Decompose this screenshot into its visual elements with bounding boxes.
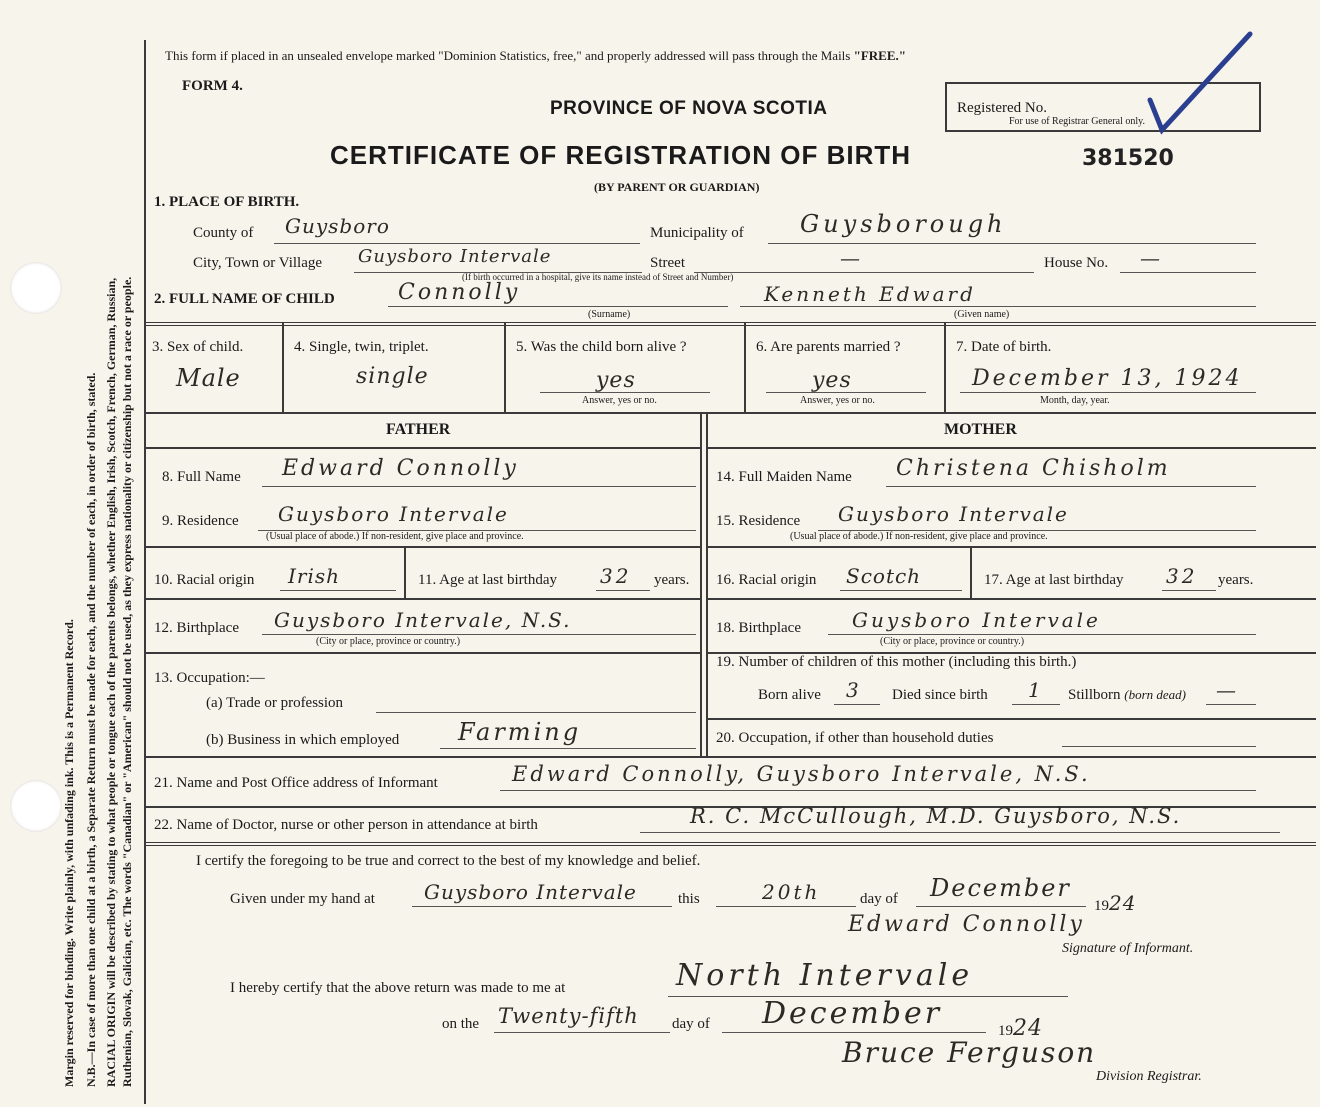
given-under-label: Given under my hand at xyxy=(230,891,375,907)
dob-underline xyxy=(960,392,1256,393)
given-day-of-label: day of xyxy=(860,891,898,907)
divider-after-dob xyxy=(144,412,1316,414)
divider-sex-single xyxy=(282,322,284,412)
divider-father-heading xyxy=(144,447,700,449)
check-mark-icon xyxy=(1140,30,1260,140)
child-name-label: 2. FULL NAME OF CHILD xyxy=(154,291,335,307)
child-given-note: (Given name) xyxy=(954,309,1010,320)
registrar-statement: I hereby certify that the above return was made to me at xyxy=(230,980,566,996)
registrar-day-underline xyxy=(494,1032,670,1033)
informant-value: Edward Connolly, Guysboro Intervale, N.S. xyxy=(512,762,1091,786)
father-racial-value: Irish xyxy=(288,564,341,588)
province-title: PROVINCE OF NOVA SCOTIA xyxy=(550,98,828,119)
divider-father-racial xyxy=(144,598,700,600)
certify-statement: I certify the foregoing to be true and correct to the best of my knowledge and belief. xyxy=(196,853,701,869)
alive-label: 5. Was the child born alive ? xyxy=(516,339,687,355)
certificate-subtitle: (BY PARENT OR GUARDIAN) xyxy=(594,180,760,194)
mother-children-label: 19. Number of children of this mother (including this birth.) xyxy=(716,654,1077,670)
divider-mother-heading xyxy=(708,447,1316,449)
father-racial-label: 10. Racial origin xyxy=(154,572,255,588)
given-year-suffix: 24 xyxy=(1109,891,1137,915)
divider-mother-racial xyxy=(708,598,1316,600)
divider-alive-married xyxy=(744,322,746,412)
child-given-name: Kenneth Edward xyxy=(764,282,976,306)
alive-note: Answer, yes or no. xyxy=(582,395,657,406)
stillborn-underline xyxy=(1206,704,1256,705)
father-trade-underline xyxy=(376,712,696,713)
father-name-value: Edward Connolly xyxy=(282,456,519,481)
mother-racial-value: Scotch xyxy=(846,564,922,588)
mother-age-label: 17. Age at last birthday xyxy=(984,572,1124,588)
house-number-value: — xyxy=(1140,246,1161,270)
father-name-underline xyxy=(262,486,696,487)
father-age-underline xyxy=(596,590,650,591)
father-trade-label: (a) Trade or profession xyxy=(206,695,344,711)
registrar-day-value: Twenty-fifth xyxy=(498,1004,639,1028)
registrar-year-suffix: 24 xyxy=(1013,1016,1043,1041)
divider-single-alive xyxy=(504,322,506,412)
father-racial-underline xyxy=(280,590,396,591)
informant-signature-label-text: Signature of Informant. xyxy=(1062,941,1194,956)
given-this-label: this xyxy=(678,891,700,907)
divider-mother-residence xyxy=(708,546,1316,548)
registrar-month-value: December xyxy=(762,996,943,1031)
given-month-underline xyxy=(916,906,1086,907)
father-name-label: 8. Full Name xyxy=(162,469,241,485)
mail-notice-text: This form if placed in an unsealed envelope marked "Dominion Statistics, free," and properly addressed will pass through the Mails xyxy=(165,48,851,63)
city-label: City, Town or Village xyxy=(193,255,323,271)
given-place-underline xyxy=(412,906,672,907)
father-residence-note: (Usual place of abode.) If non-resident, give place and province. xyxy=(266,531,524,542)
street-value: — xyxy=(840,246,861,270)
mother-residence-value: Guysboro Intervale xyxy=(838,502,1069,526)
single-label: 4. Single, twin, triplet. xyxy=(294,339,429,355)
mother-occupation-underline xyxy=(1062,746,1256,747)
stillborn-label xyxy=(1068,687,1186,704)
city-value: Guysboro Intervale xyxy=(358,246,552,267)
side-margin-notes xyxy=(0,0,140,1107)
given-year xyxy=(1094,891,1136,915)
registrar-place-value: North Intervale xyxy=(676,958,974,993)
registrar-signature-label-text: Division Registrar. xyxy=(1096,1069,1202,1084)
father-business-value: Farming xyxy=(458,718,582,746)
mother-heading: MOTHER xyxy=(944,421,1017,438)
county-value: Guysboro xyxy=(285,214,390,238)
divider-mother-racial-age xyxy=(970,546,972,598)
mother-residence-label: 15. Residence xyxy=(716,513,801,529)
child-given-underline xyxy=(740,306,1256,307)
mother-birthplace-value: Guysboro Intervale xyxy=(852,608,1101,632)
dob-label: 7. Date of birth. xyxy=(956,339,1052,355)
sex-label: 3. Sex of child. xyxy=(152,339,244,355)
father-age-unit: years. xyxy=(654,572,690,588)
child-surname: Connolly xyxy=(398,280,521,305)
father-residence-label: 9. Residence xyxy=(162,513,239,529)
county-underline xyxy=(274,243,640,244)
divider-father-racial-age xyxy=(404,546,406,598)
alive-underline xyxy=(540,392,710,393)
stillborn-note: (born dead) xyxy=(1124,687,1187,702)
mother-residence-note: (Usual place of abode.) If non-resident, give place and province. xyxy=(790,531,1048,542)
informant-underline xyxy=(500,790,1256,791)
father-birthplace-label: 12. Birthplace xyxy=(154,620,239,636)
father-birthplace-underline xyxy=(262,634,696,635)
child-surname-underline xyxy=(388,306,728,307)
mother-name-underline xyxy=(886,486,1256,487)
doctor-underline xyxy=(640,832,1280,833)
given-place-value: Guysboro Intervale xyxy=(424,880,637,904)
given-month-value: December xyxy=(930,874,1071,902)
side-note-line-2: N.B.—In case of more than one child at a birth, a Separate Return must be made for each, and the number of each, in order of birth, stated. xyxy=(84,372,98,1087)
column-divider-main xyxy=(700,412,702,756)
father-residence-value: Guysboro Intervale xyxy=(278,502,509,526)
divider-married-dob xyxy=(944,322,946,412)
married-label: 6. Are parents married ? xyxy=(756,339,901,355)
sex-value: Male xyxy=(176,364,241,392)
divider-after-child-name xyxy=(144,322,1316,326)
stillborn-value: — xyxy=(1216,678,1237,702)
registrar-day-of-label: day of xyxy=(672,1016,710,1032)
mother-age-unit: years. xyxy=(1218,572,1254,588)
born-alive-label: Born alive xyxy=(758,687,821,703)
divider-mother-children xyxy=(708,718,1316,720)
informant-signature: Edward Connolly xyxy=(848,912,1085,937)
divider-father-birthplace xyxy=(144,652,700,654)
registration-number: 381520 xyxy=(1082,146,1174,171)
dob-note: Month, day, year. xyxy=(1040,395,1110,406)
father-business-label: (b) Business in which employed xyxy=(206,732,400,748)
side-note-line-4: Ruthenian, Slovak, Galician, etc. The words "Canadian" or "American" should not be used, as they express nationality or citizenship but not a race or people. xyxy=(120,276,134,1087)
single-value: single xyxy=(356,364,429,389)
doctor-value: R. C. McCullough, M.D. Guysboro, N.S. xyxy=(690,804,1182,828)
side-note-line-1: Margin reserved for binding. Write plainly, with unfading ink. This is a Permanent Record. xyxy=(62,619,76,1087)
registrar-month-underline xyxy=(722,1032,986,1033)
died-label: Died since birth xyxy=(892,687,988,703)
born-alive-underline xyxy=(834,704,880,705)
father-birthplace-value: Guysboro Intervale, N.S. xyxy=(274,608,572,632)
registered-number-label: Registered No. xyxy=(957,100,1047,116)
informant-signature-label xyxy=(1062,941,1193,957)
child-surname-note: (Surname) xyxy=(588,309,631,320)
house-number-underline xyxy=(1120,272,1256,273)
given-day-underline xyxy=(716,906,856,907)
side-note-line-3: RACIAL ORIGIN will be described by stating to what people or tongue each of the parents belongs, whether English, Irish, Scotch, French, German, Russian, xyxy=(104,277,118,1087)
died-value: 1 xyxy=(1028,678,1042,702)
born-alive-value: 3 xyxy=(846,678,860,702)
father-heading: FATHER xyxy=(386,421,451,438)
registered-number-note: For use of Registrar General only. xyxy=(1009,116,1145,127)
house-number-label: House No. xyxy=(1044,255,1109,271)
street-label: Street xyxy=(650,255,685,271)
registrar-signature-label xyxy=(1096,1069,1202,1085)
divider-after-occupation xyxy=(144,756,1316,758)
mother-age-value: 32 xyxy=(1166,564,1198,588)
given-day-value: 20th xyxy=(762,880,821,904)
municipality-label: Municipality of xyxy=(650,225,744,241)
dob-value: December 13, 1924 xyxy=(972,366,1243,391)
mail-notice-free: "FREE." xyxy=(853,48,906,63)
divider-father-residence xyxy=(144,546,700,548)
mother-occupation-label: 20. Occupation, if other than household duties xyxy=(716,730,994,746)
died-underline xyxy=(1012,704,1060,705)
mother-racial-label: 16. Racial origin xyxy=(716,572,817,588)
mother-racial-underline xyxy=(840,590,962,591)
mother-name-value: Christena Chisholm xyxy=(896,456,1171,481)
divider-before-certification xyxy=(144,842,1316,846)
street-underline xyxy=(694,272,1034,273)
mail-notice xyxy=(165,48,906,64)
mother-name-label: 14. Full Maiden Name xyxy=(716,469,852,485)
alive-value: yes xyxy=(596,368,636,393)
doctor-label: 22. Name of Doctor, nurse or other person in attendance at birth xyxy=(154,817,538,833)
municipality-underline xyxy=(768,243,1256,244)
father-occupation-label: 13. Occupation:— xyxy=(154,670,265,686)
mother-age-underline xyxy=(1162,590,1216,591)
given-year-prefix: 19 xyxy=(1094,898,1109,914)
column-divider-main-right xyxy=(706,412,708,756)
form-number: FORM 4. xyxy=(182,78,243,94)
certificate-title: CERTIFICATE OF REGISTRATION OF BIRTH xyxy=(330,140,912,170)
registrar-on-label: on the xyxy=(442,1016,480,1032)
married-value: yes xyxy=(812,368,852,393)
mother-birthplace-underline xyxy=(828,634,1256,635)
registrar-year-prefix: 19 xyxy=(998,1023,1013,1039)
father-age-value: 32 xyxy=(600,564,632,588)
married-note: Answer, yes or no. xyxy=(800,395,875,406)
place-of-birth-label: 1. PLACE OF BIRTH. xyxy=(154,194,300,210)
city-note: (If birth occurred in a hospital, give its name instead of Street and Number) xyxy=(462,272,734,282)
father-business-underline xyxy=(440,748,696,749)
registrar-signature: Bruce Ferguson xyxy=(842,1036,1097,1069)
mother-birthplace-label: 18. Birthplace xyxy=(716,620,801,636)
stillborn-label-text: Stillborn xyxy=(1068,687,1121,703)
married-underline xyxy=(766,392,926,393)
mother-birthplace-note: (City or place, province or country.) xyxy=(880,636,1025,647)
municipality-value: Guysborough xyxy=(800,210,1007,238)
informant-label: 21. Name and Post Office address of Informant xyxy=(154,775,438,791)
county-label: County of xyxy=(193,225,254,241)
father-birthplace-note: (City or place, province or country.) xyxy=(316,636,461,647)
father-age-label: 11. Age at last birthday xyxy=(418,572,557,588)
